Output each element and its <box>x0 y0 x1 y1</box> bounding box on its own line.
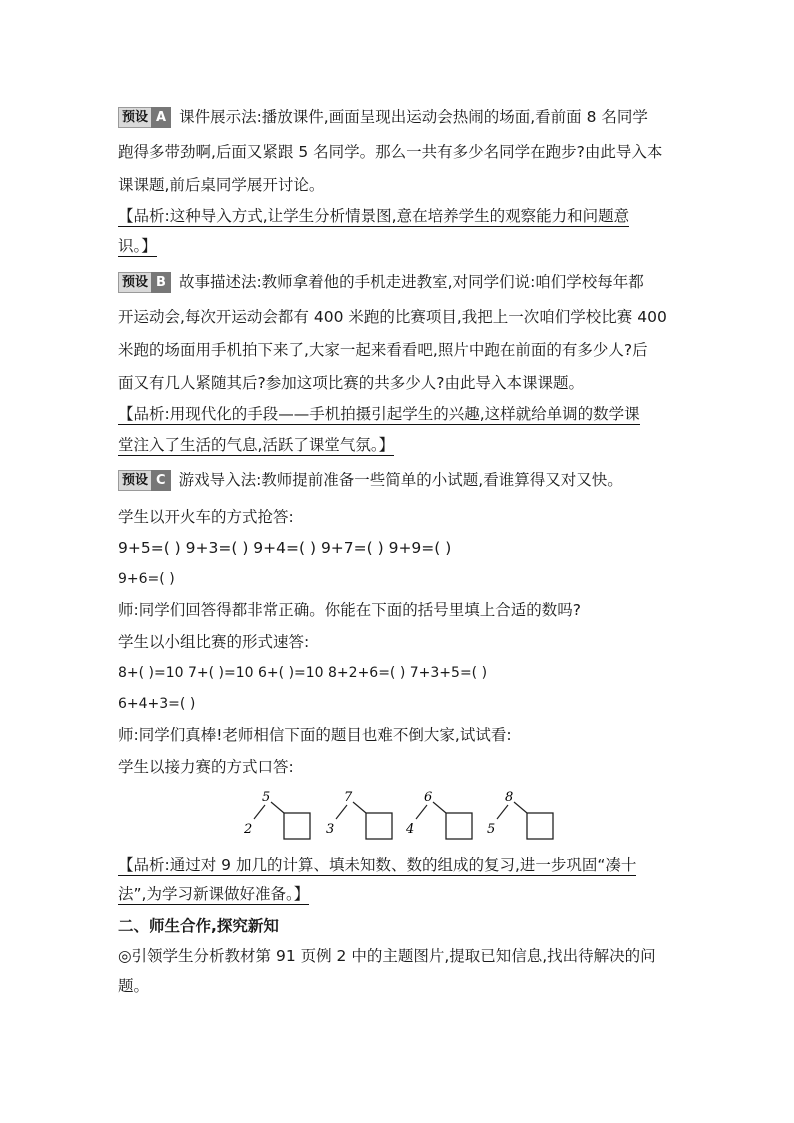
answer-box[interactable] <box>527 813 553 839</box>
bond-left-number: 2 <box>244 822 253 837</box>
preset-c-analysis-2: 法”,为学习新课做好准备。】 <box>118 885 310 903</box>
preset-c-equations-4: 6+4+3=( ) <box>118 696 196 712</box>
number-bond-1 <box>243 790 310 839</box>
bond-top-number: 8 <box>505 790 514 805</box>
bond-top-number: 7 <box>344 790 353 805</box>
preset-c-equations-1: 9+5=( ) 9+3=( ) 9+4=( ) 9+7=( ) 9+9=( ) <box>118 539 452 557</box>
section-2-line-2: 题。 <box>118 977 150 995</box>
preset-c-analysis-1: 【品析:通过对 9 加几的计算、填未知数、数的组成的复习,进一步巩固“凑十 <box>118 856 637 874</box>
preset-a-badge: 预设 A <box>118 107 171 126</box>
preset-c-line-6: 学生以小组比赛的形式速答: <box>118 633 310 651</box>
preset-b-badge: 预设 B <box>118 272 171 291</box>
preset-b-line-2: 开运动会,每次开运动会都有 400 米跑的比赛项目,我把上一次咱们学校比赛 400 <box>118 308 667 326</box>
preset-c-line-10: 学生以接力赛的方式口答: <box>118 758 294 776</box>
bond-left-branch <box>497 805 508 819</box>
preset-b-analysis-1: 【品析:用现代化的手段——手机拍摄引起学生的兴趣,这样就给单调的数学课 <box>118 405 640 423</box>
preset-c-line-2: 学生以开火车的方式抢答: <box>118 508 294 526</box>
bond-left-branch <box>254 805 265 819</box>
preset-a-line-1: 预设 A 课件展示法:播放课件,画面呈现出运动会热闹的场面,看前面 8 名同学 <box>118 107 648 127</box>
answer-box[interactable] <box>446 813 472 839</box>
preset-c-line-1: 预设 C 游戏导入法:教师提前准备一些简单的小试题,看谁算得又对又快。 <box>118 470 623 490</box>
number-bond-diagram <box>230 785 560 845</box>
bond-right-branch <box>433 802 446 813</box>
answer-box[interactable] <box>366 813 392 839</box>
section-2-heading: 二、师生合作,探究新知 <box>118 917 279 935</box>
section-2-line-1: ◎引领学生分析教材第 91 页例 2 中的主题图片,提取已知信息,找出待解决的问 <box>118 947 656 965</box>
preset-a-line-2: 跑得多带劲啊,后面又紧跟 5 名同学。那么一共有多少名同学在跑步?由此导入本 <box>118 143 663 161</box>
preset-c-badge: 预设 C <box>118 470 171 489</box>
preset-a-analysis-2: 识。】 <box>118 237 157 255</box>
preset-a-line-3: 课课题,前后桌同学展开讨论。 <box>118 176 325 194</box>
bond-left-number: 4 <box>406 822 415 837</box>
bond-right-branch <box>353 802 366 813</box>
number-bond-3 <box>405 790 472 839</box>
preset-a-analysis-1: 【品析:这种导入方式,让学生分析情景图,意在培养学生的观察能力和问题意 <box>118 207 630 225</box>
answer-box[interactable] <box>284 813 310 839</box>
preset-b-line-4: 面又有几人紧随其后?参加这项比赛的共多少人?由此导入本课课题。 <box>118 374 584 392</box>
preset-c-line-9: 师:同学们真棒!老师相信下面的题目也难不倒大家,试试看: <box>118 726 512 744</box>
bond-left-branch <box>416 805 427 819</box>
bond-right-branch <box>514 802 527 813</box>
bond-top-number: 6 <box>424 790 433 805</box>
bond-right-branch <box>271 802 284 813</box>
bond-left-number: 5 <box>487 822 496 837</box>
preset-b-line-3: 米跑的场面用手机拍下来了,大家一起来看看吧,照片中跑在前面的有多少人?后 <box>118 341 648 359</box>
preset-c-equations-2: 9+6=( ) <box>118 571 175 587</box>
preset-c-line-5: 师:同学们回答得都非常正确。你能在下面的括号里填上合适的数吗? <box>118 601 581 619</box>
bond-left-number: 3 <box>326 822 335 837</box>
number-bond-4 <box>487 790 553 839</box>
bond-top-number: 5 <box>262 790 271 805</box>
number-bond-2 <box>326 790 392 839</box>
bond-left-branch <box>336 805 347 819</box>
preset-c-equations-3: 8+( )=10 7+( )=10 6+( )=10 8+2+6=( ) 7+3+5=( ) <box>118 665 488 681</box>
preset-b-analysis-2: 堂注入了生活的气息,活跃了课堂气氛。】 <box>118 436 395 454</box>
preset-b-line-1: 预设 B 故事描述法:教师拿着他的手机走进教室,对同学们说:咱们学校每年都 <box>118 272 644 292</box>
